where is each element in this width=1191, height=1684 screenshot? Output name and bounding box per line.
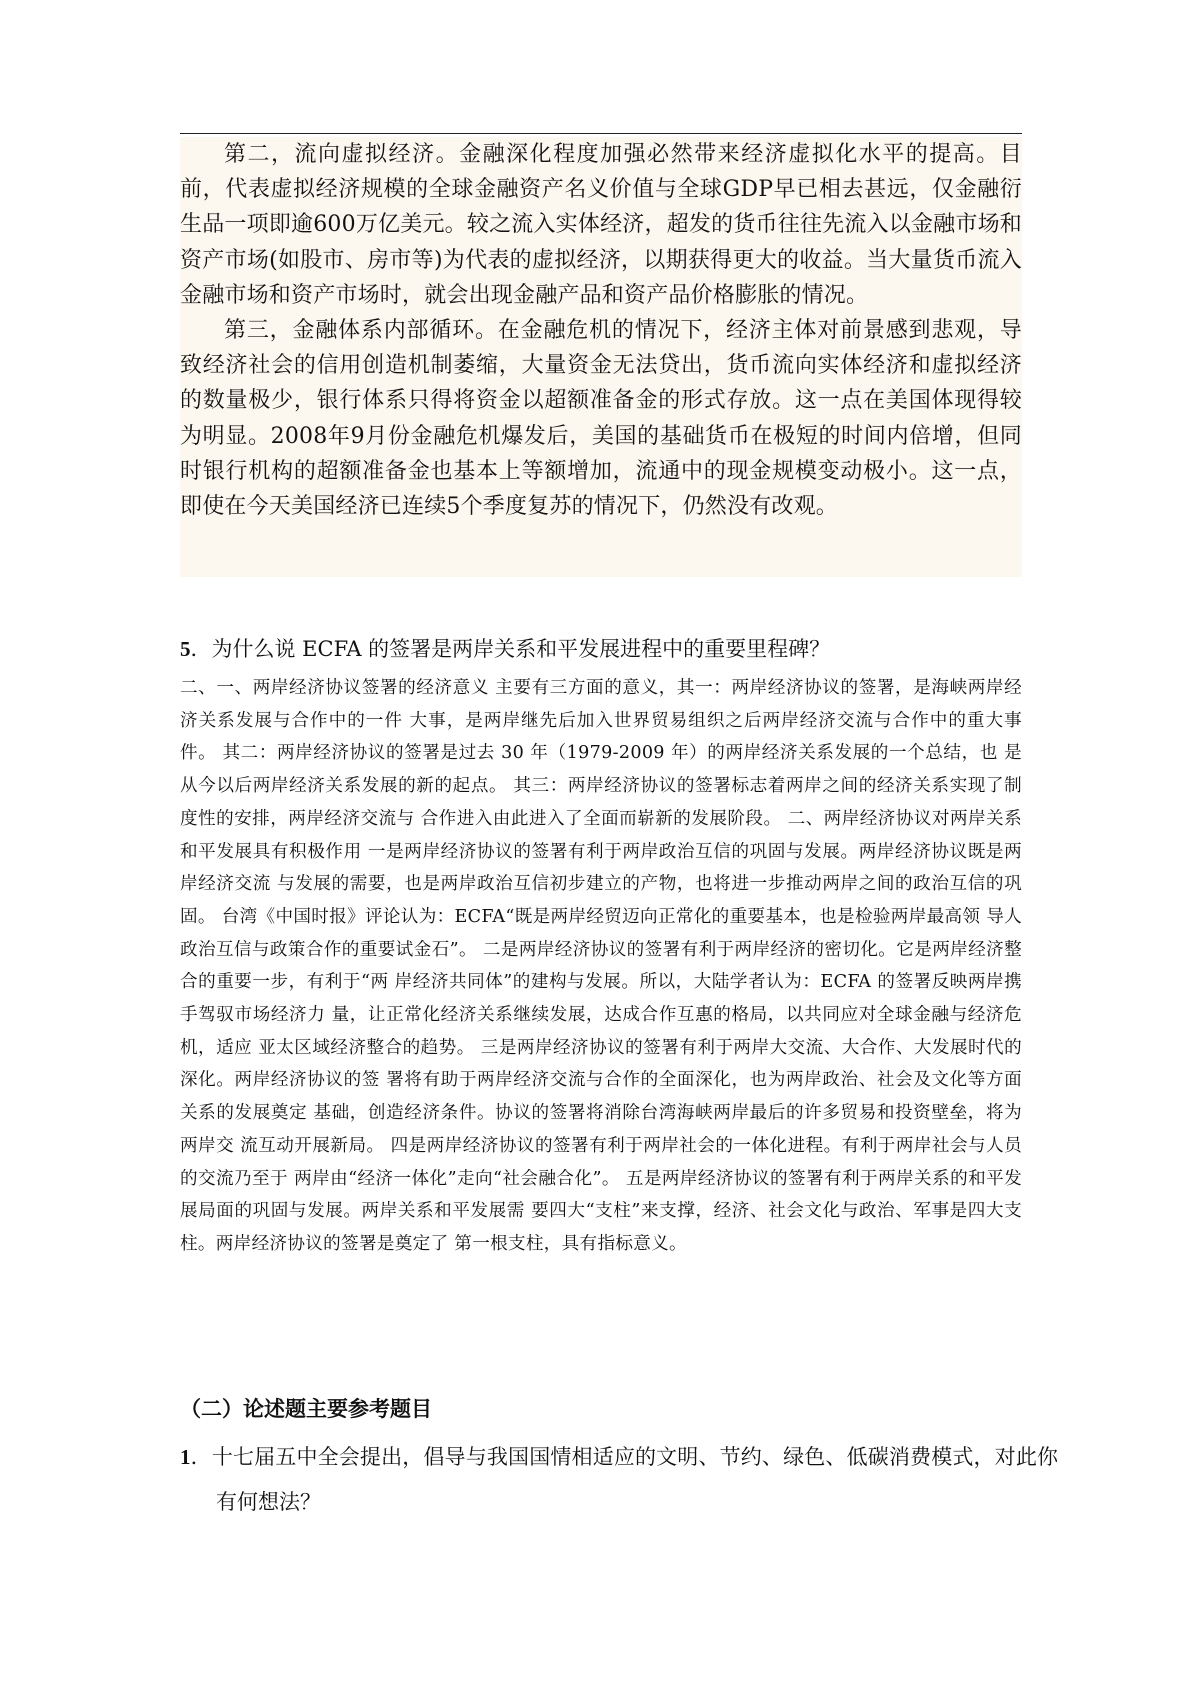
- paragraph-virtual-economy: 第二，流向虚拟经济。金融深化程度加强必然带来经济虚拟化水平的提高。目前，代表虚拟经济规模的全球金融资产名义价值与全球GDP早已相去甚远，仅金融衍生品一项即逾600万亿美元。较之流入实体经济，超发的货币往往先流入以金融市场和资产市场(如股市、房市等)为代表的虚拟经济，以期获得更大的收益。当大量货币流入金融市场和资产市场时，就会出现金融产品和资产品价格膨胀的情况。: [180, 142, 1022, 308]
- essay-question-1: [180, 1435, 1058, 1525]
- paragraph-financial-internal-circulation: 第三，金融体系内部循环。在金融危机的情况下，经济主体对前景感到悲观，导致经济社会的信用创造机制萎缩，大量资金无法贷出，货币流向实体经济和虚拟经济的数量极少，银行体系只得将资金以超额准备金的形式存放。这一点在美国体现得较为明显。2008年9月份金融危机爆发后，美国的基础货币在极短的时间内倍增，但同时银行机构的超额准备金也基本上等额增加，流通中的现金规模变动极小。这一点，即使在今天美国经济已连续5个季度复苏的情况下，仍然没有改观。: [180, 318, 1022, 520]
- question-5-answer: 二、一、两岸经济协议签署的经济意义 主要有三方面的意义，其一：两岸经济协议的签署，是海峡两岸经济关系发展与合作中的一件 大事，是两岸继先后加入世界贸易组织之后两岸经济交流与合作中的重大事件。 其二：两岸经济协议的签署是过去 30 年（1979-2009 年）的两岸经济关系发展的一个总结，也 是从今以后两岸经济关系发展的新的起点。 其三：两岸经济协议的签署标志着两岸之间的经济关系实现了制度性的安排，两岸经济交流与 合作进入由此进入了全面而崭新的发展阶段。 二、两岸经济协议对两岸关系和平发展具有积极作用 一是两岸经济协议的签署有利于两岸政治互信的巩固与发展。两岸经济协议既是两岸经济交流 与发展的需要，也是两岸政治互信初步建立的产物，也将进一步推动两岸之间的政治互信的巩固。 台湾《中国时报》评论认为：ECFA“既是两岸经贸迈向正常化的重要基本，也是检验两岸最高领 导人政治互信与政策合作的重要试金石”。 二是两岸经济协议的签署有利于两岸经济的密切化。它是两岸经济整合的重要一步，有利于“两 岸经济共同体”的建构与发展。所以，大陆学者认为：ECFA 的签署反映两岸携手驾驭市场经济力 量，让正常化经济关系继续发展，达成合作互惠的格局，以共同应对全球金融与经济危机，适应 亚太区域经济整合的趋势。 三是两岸经济协议的签署有利于两岸大交流、大合作、大发展时代的深化。两岸经济协议的签 署将有助于两岸经济交流与合作的全面深化，也为两岸政治、社会及文化等方面关系的发展奠定 基础，创造经济条件。协议的签署将消除台湾海峡两岸最后的许多贸易和投资壁垒，将为两岸交 流互动开展新局。 四是两岸经济协议的签署有利于两岸社会的一体化进程。有利于两岸社会与人员的交流乃至于 两岸由“经济一体化”走向“社会融合化”。 五是两岸经济协议的签署有利于两岸关系的和平发展局面的巩固与发展。两岸关系和平发展需 要四大“支柱”来支撑，经济、社会文化与政治、军事是四大支柱。两岸经济协议的签署是奠定了 第一根支柱，具有指标意义。: [180, 678, 1022, 1254]
- question-text: ．十七届五中全会提出，倡导与我国国情相适应的文明、节约、绿色、低碳消费模式，对此你有何想法？: [190, 1445, 1058, 1514]
- highlighted-answer-block: [180, 137, 1022, 577]
- question-text: ．为什么说 ECFA 的签署是两岸关系和平发展进程中的重要里程碑？: [190, 637, 831, 661]
- question-number: 5: [180, 637, 191, 661]
- question-5-title: [180, 632, 1022, 666]
- question-number: 1: [180, 1445, 191, 1469]
- section-heading: （二）论述题主要参考题目: [180, 1396, 432, 1421]
- header-rule: [180, 133, 1022, 134]
- question-5-section: [180, 632, 1022, 1261]
